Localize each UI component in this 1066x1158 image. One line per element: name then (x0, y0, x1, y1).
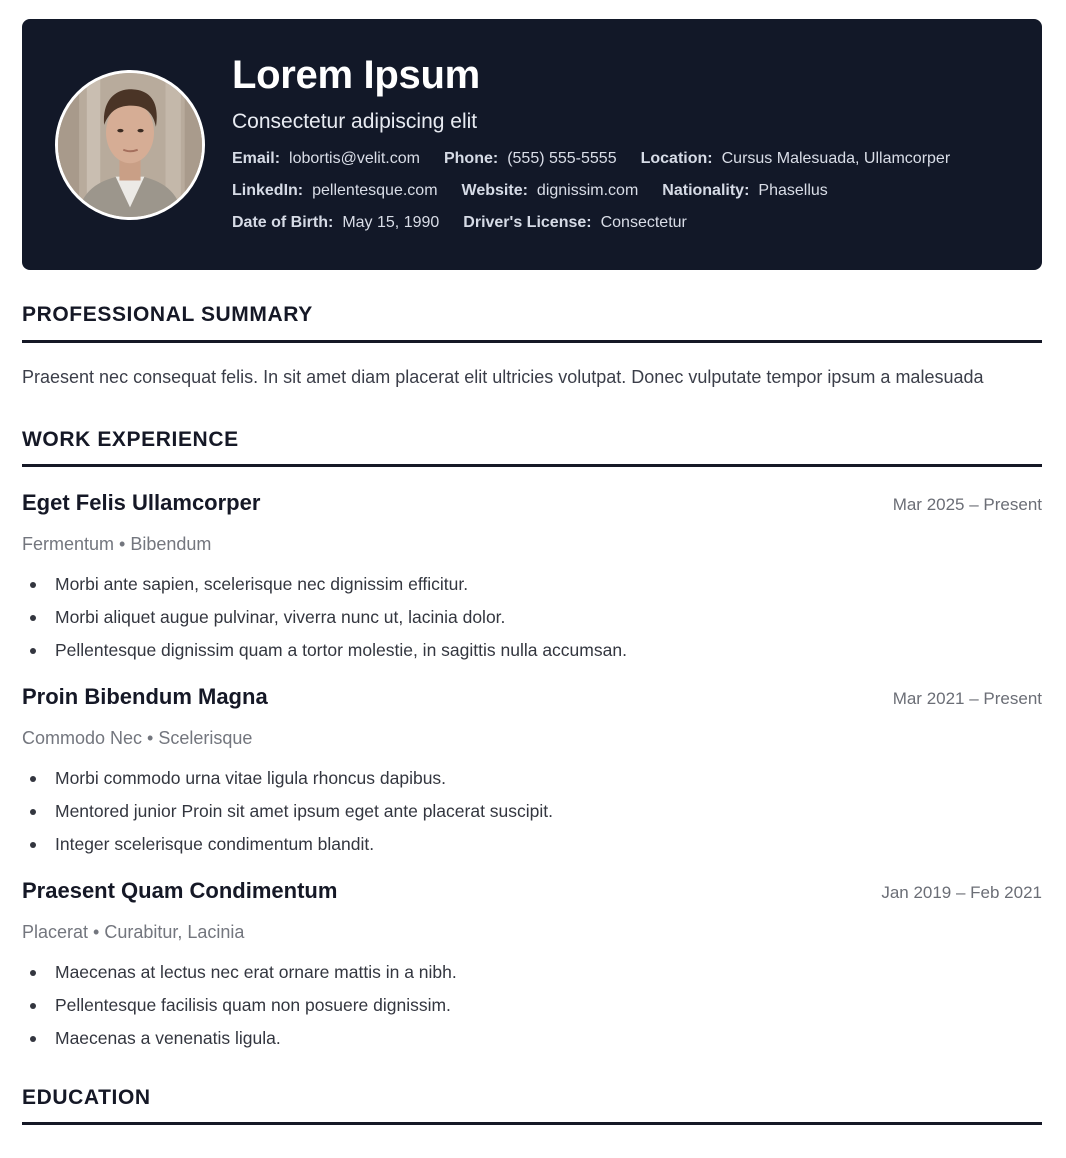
candidate-headline: Consectetur adipiscing elit (232, 110, 478, 133)
list-item: Maecenas at lectus nec erat ornare mattis in a nibh. (22, 956, 1042, 989)
section-divider (22, 1122, 1042, 1125)
contact-label: Nationality: (662, 182, 750, 199)
summary-section (22, 302, 1042, 393)
contact-nationality (662, 181, 828, 201)
summary-text: Praesent nec consequat felis. In sit amet diam placerat elit ultricies volutpat. Donec vulputate tempor ipsum a malesuada (22, 367, 984, 387)
job-bullets (22, 762, 1042, 861)
email-value[interactable]: lobortis@velit.com (289, 150, 420, 167)
contact-location (641, 149, 951, 169)
work-experience-section (22, 427, 1042, 1055)
list-item: Maecenas a venenatis ligula. (22, 1022, 1042, 1055)
contact-label: LinkedIn: (232, 182, 304, 199)
job-bullets (22, 956, 1042, 1055)
section-divider (22, 340, 1042, 343)
list-item: Mentored junior Proin sit amet ipsum eget ante placerat suscipit. (22, 795, 1042, 828)
job-dates: Mar 2021 – Present (892, 689, 1042, 708)
job-company-location: Fermentum • Bibendum (22, 534, 212, 554)
education-section (22, 1085, 1042, 1125)
contact-linkedin (232, 181, 438, 201)
contact-label: Location: (640, 150, 713, 167)
contact-label: Date of Birth: (232, 214, 334, 231)
drivers-license-value: Consectetur (600, 214, 687, 231)
job-header (22, 683, 1042, 711)
list-item: Pellentesque facilisis quam non posuere dignissim. (22, 989, 1042, 1022)
job-entry (22, 683, 1042, 861)
location-value: Cursus Malesuada, Ullamcorper (721, 150, 951, 167)
website-link[interactable]: dignissim.com (536, 182, 639, 199)
contact-row (232, 149, 1022, 181)
contact-info (232, 149, 1022, 245)
contact-row (232, 181, 1022, 213)
contact-email (232, 149, 420, 169)
phone-value[interactable]: (555) 555-5555 (507, 150, 617, 167)
resume-page (22, 19, 1042, 1125)
contact-drivers-license (463, 213, 687, 233)
resume-header (22, 19, 1042, 270)
job-dates: Jan 2019 – Feb 2021 (881, 883, 1042, 902)
avatar (55, 70, 205, 220)
contact-label: Website: (461, 182, 528, 199)
header-text (232, 49, 1022, 245)
job-header (22, 489, 1042, 517)
linkedin-link[interactable]: pellentesque.com (312, 182, 438, 199)
job-company-location: Commodo Nec • Scelerisque (22, 728, 253, 748)
job-entry (22, 489, 1042, 667)
section-title: PROFESSIONAL SUMMARY (22, 303, 313, 326)
profile-photo-icon (58, 73, 202, 217)
job-company-location: Placerat • Curabitur, Lacinia (22, 922, 245, 942)
contact-label: Phone: (443, 150, 499, 167)
contact-label: Email: (232, 150, 281, 167)
section-title: WORK EXPERIENCE (22, 428, 239, 451)
contact-website (462, 181, 639, 201)
job-title: Eget Felis Ullamcorper (22, 490, 261, 515)
job-entry (22, 877, 1042, 1055)
section-title: EDUCATION (22, 1086, 151, 1109)
job-title: Praesent Quam Condimentum (22, 878, 338, 903)
section-divider (22, 464, 1042, 467)
list-item: Morbi commodo urna vitae ligula rhoncus dapibus. (22, 762, 1042, 795)
contact-row (232, 213, 1022, 245)
list-item: Morbi ante sapien, scelerisque nec dignissim efficitur. (22, 568, 1042, 601)
contact-dob (232, 213, 439, 233)
nationality-value: Phasellus (758, 182, 828, 199)
list-item: Pellentesque dignissim quam a tortor molestie, in sagittis nulla accumsan. (22, 634, 1042, 667)
job-bullets (22, 568, 1042, 667)
list-item: Integer scelerisque condimentum blandit. (22, 828, 1042, 861)
job-dates: Mar 2025 – Present (892, 495, 1042, 514)
candidate-name: Lorem Ipsum (232, 53, 480, 97)
job-title: Proin Bibendum Magna (22, 684, 268, 709)
job-header (22, 877, 1042, 905)
contact-phone (444, 149, 617, 169)
dob-value: May 15, 1990 (342, 214, 440, 231)
list-item: Morbi aliquet augue pulvinar, viverra nunc ut, lacinia dolor. (22, 601, 1042, 634)
contact-label: Driver's License: (463, 214, 592, 231)
